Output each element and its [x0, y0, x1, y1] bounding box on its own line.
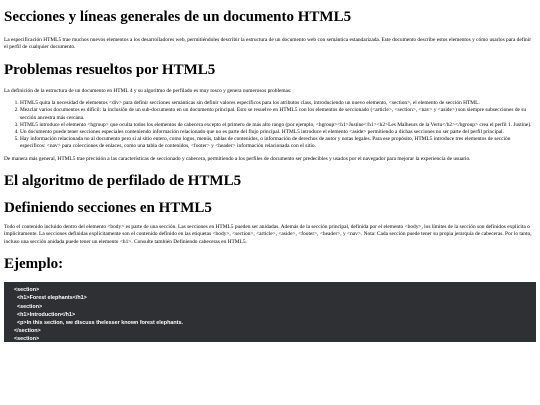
problems-list	[4, 100, 536, 150]
problems-heading: Problemas resueltos por HTML5	[4, 61, 216, 78]
code-line: <p>In this section, we discuss thelesser known forest elephants.	[14, 319, 183, 326]
code-example	[4, 282, 536, 367]
problems-lead: La definición de la estructura de un documento en HTML 4 y su algoritmo de perfilado es muy tosco y genera numerosos problemas:	[4, 87, 292, 94]
list-item: 5. Hay información relacionada no al documento pero si al sitio entero, como logos, menús, tablas de contenidos, o información de derechos de autor y notas legales. Para ese propósito, HTML5 introduce tres elementos de sección específicos: <nav> para colecciones de enlaces, como una tabla de contenidos, <footer> y <header> información relacionada con el sitio.	[20, 136, 536, 150]
code-line: </section>	[14, 328, 41, 335]
code-line: <h1>Habitat</h1>	[14, 344, 59, 351]
list-item: 1. HTML5 quita la necesidad de elementos <div> para definir secciones semánticas sin definir valores específicos para los atributos class, introduciendo un nuevo elemento, <section>, el elemento de sección HTML.	[20, 100, 536, 107]
code-line: <section>	[14, 287, 40, 294]
problems-outro: De manera más general, HTML5 trae precisión a las características de seccionado y cabecera, permitiendo a los perfiles de documento ser predecibles y usados por el navegador para mejorar la experiencia de usuario.	[4, 155, 471, 162]
list-item: 4. Un documento puede tener secciones especiales conteniendo información relacionado que no es parte del flujo principal. HTML5 introduce el elemento <aside> permitiendo a dichas secciones no ser parte del perfil principal.	[20, 129, 536, 136]
list-item: 2. Mezclar varios documentos es difícil: la inclusión de un sub-documento en un documento principal. Esto se resuelve en HTML5 con los elementos de seccionado (<article>, <section>, <nav> y <aside>) son siempre subsecciones de su sección ancestra más cercana.	[20, 107, 536, 121]
code-line: <h1>Forest elephants</h1>	[14, 295, 87, 302]
code-line: <h1>Introduction</h1>	[14, 311, 76, 318]
code-line: <section>	[14, 336, 40, 343]
page-title: Secciones y líneas generales de un documento HTML5	[4, 9, 352, 25]
code-line: </section>	[14, 360, 41, 367]
defining-heading: Definiendo secciones en HTML5	[4, 199, 212, 216]
defining-paragraph: Todo el contenido incluido dentro del elemento <body> es parte de una sección. Las secciones en HTML5 pueden ser anidadas. Además de la sección principal, definida por el elemento <body>, los límites de la sección son definidos explícita o implícitamente. La secciones definidas explícitamente son el contenido definido en las etiquetas <body>, <section>, <article>, <aside>, <footer>, <header>, y <nav>. Nota: Cada sección puede tener su propia jerarquía de cabeceras. Por lo tanto, incluso una sección anidada puede tener un elemento <h1>. Consulte también Definiendo cabeceras en HTML5.	[4, 224, 532, 245]
intro-paragraph: La especificación HTML5 trae muchos nuevos elementos a los desarrolladores web, permitiéndoles describir la estructura de un documento web con semántica estandarizada. Este documento describe estos elementos y cómo usarlos para definir el perfil de cualquier documento.	[4, 37, 532, 51]
code-line: <section>	[14, 303, 43, 310]
example-heading: Ejemplo:	[4, 255, 64, 272]
list-item: 3. HTML5 introduce el elemento <hgroup> que oculta todos los elementos de cabecera excepto el primero de más alto rango (por ejemplo, <hgroup><h1>Justine</h1><h2>Les Malheurs de la Vertu</h2></hgroup> crea el perfil 1. Justine).	[20, 122, 536, 129]
algorithm-heading: El algoritmo de perfilado de HTML5	[4, 172, 242, 189]
code-line: <p>Forest elephants do not live in trees but among them.	[14, 352, 161, 359]
